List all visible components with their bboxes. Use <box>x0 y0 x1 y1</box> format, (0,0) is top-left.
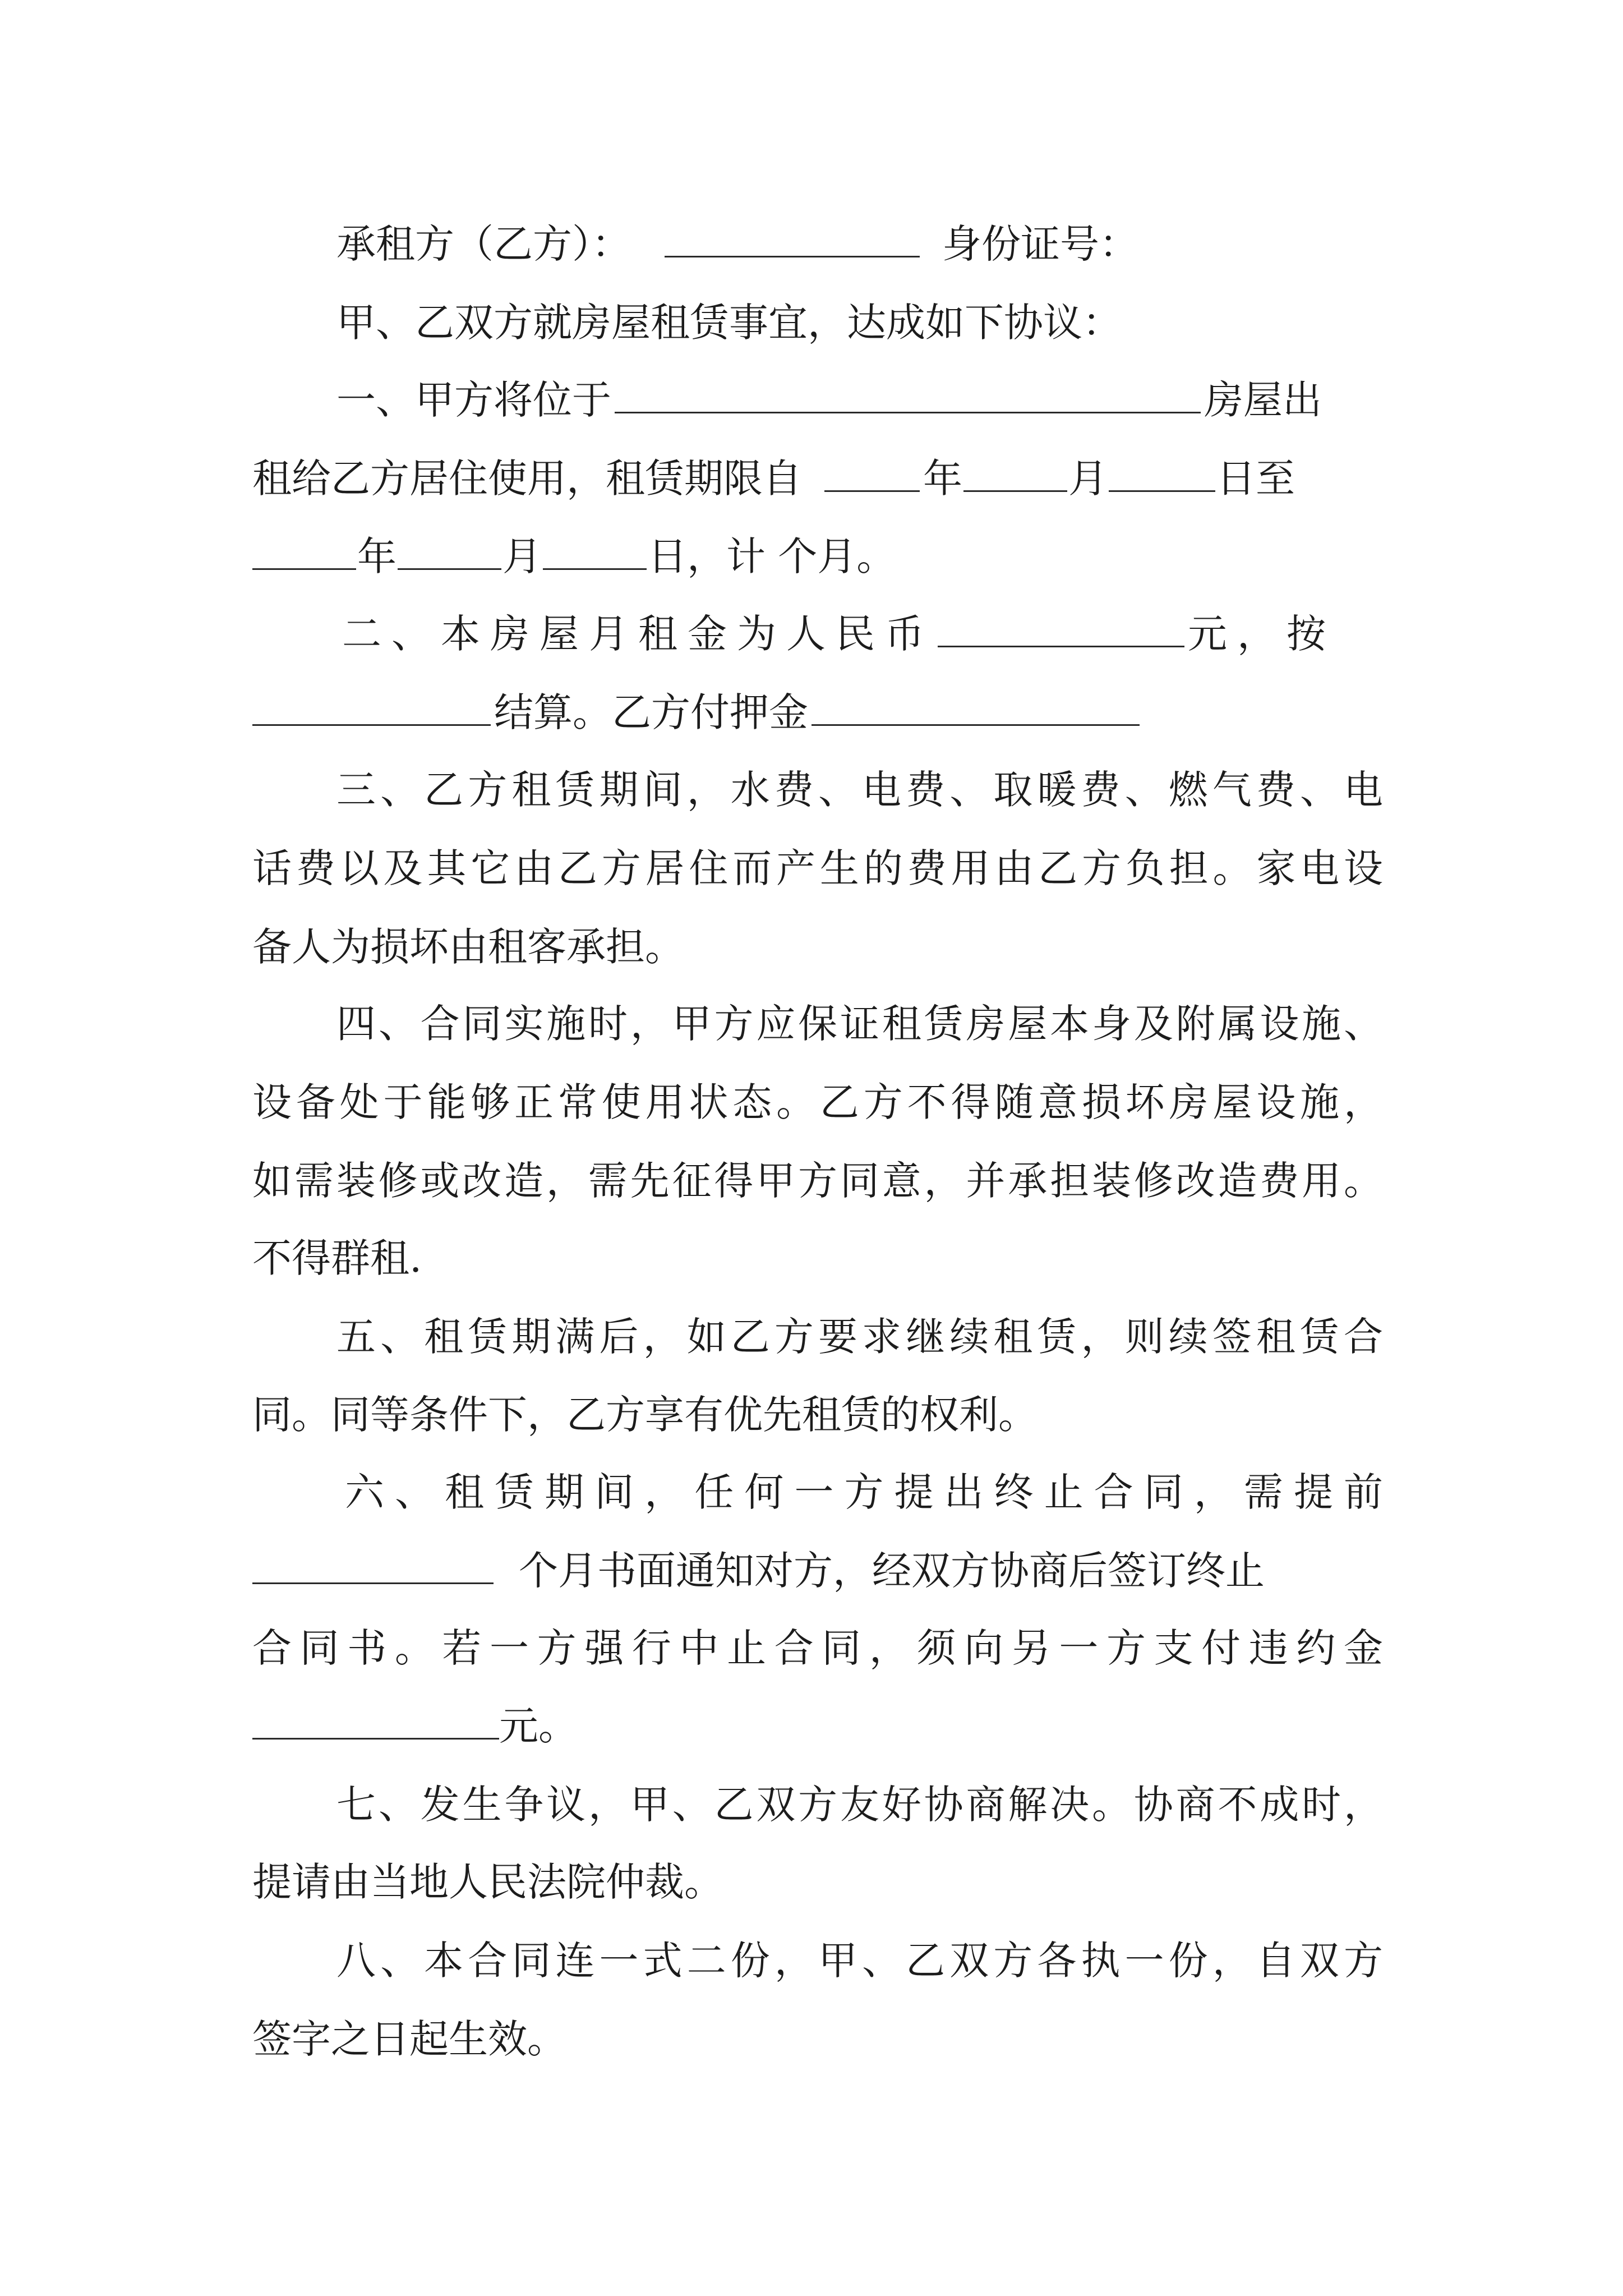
deposit-field[interactable] <box>811 693 1140 726</box>
party-b-name-field[interactable] <box>665 224 920 257</box>
clause-3-line-2: 话费以及其它由乙方居住而产生的费用由乙方负担。家电设 <box>252 845 1383 891</box>
clause-7-line-1: 七、发生争议，甲、乙双方友好协商解决。协商不成时， <box>336 1782 1383 1828</box>
clause-2-line-1: 二、本房屋月租金为人民币 元，按 <box>342 611 1336 657</box>
agreement-intro: 甲、乙双方就房屋租赁事宜，达成如下协议： <box>336 300 1122 346</box>
party-b-line <box>336 205 1402 283</box>
clause-6-line-1: 六、租赁期间，任何一方提出终止合同，需提前 <box>345 1469 1383 1515</box>
id-number-label: 身份证号： <box>942 221 1138 267</box>
clause-5-line-2: 同。同等条件下，乙方享有优先租赁的权利。 <box>252 1392 1038 1438</box>
clause-6-line-3: 合同书。若一方强行中止合同，须向另一方支付违约金 <box>252 1625 1383 1671</box>
clause-8-line-1: 八、本合同连一式二份，甲、乙双方各执一份，自双方 <box>336 1938 1383 1984</box>
end-day-field[interactable] <box>543 537 647 570</box>
monthly-rent-field[interactable] <box>938 614 1184 647</box>
start-year-field[interactable] <box>824 459 920 492</box>
clause-1-line-3: 年 月 日，计 个月。 <box>252 517 1383 596</box>
clause-2-line-2: 结算。乙方付押金 <box>252 673 1383 752</box>
party-b-label: 承租方（乙方）： <box>336 221 631 267</box>
clause-1-line-2: 租给乙方居住使用，租赁期限自 年 月 日至 <box>252 455 1295 501</box>
clause-4-line-2: 设备处于能够正常使用状态。乙方不得随意损坏房屋设施， <box>252 1079 1383 1125</box>
clause-6-line-2: 个月书面通知对方，经双方协商后签订终止 <box>252 1531 1383 1610</box>
clause-4-line-4: 不得群租. <box>252 1235 422 1281</box>
clause-1-line-1: 一、甲方将位于 房屋出 <box>336 377 1322 423</box>
clause-4-line-1: 四、合同实施时，甲方应保证租赁房屋本身及附属设施、 <box>336 1001 1383 1047</box>
penalty-amount-field[interactable] <box>252 1706 499 1740</box>
property-address-field[interactable] <box>615 380 1201 413</box>
clause-7-line-2: 提请由当地人民法院仲裁。 <box>252 1859 723 1905</box>
clause-4-line-3: 如需装修或改造，需先征得甲方同意，并承担装修改造费用。 <box>252 1158 1383 1204</box>
clause-3-line-1: 三、乙方租赁期间，水费、电费、取暖费、燃气费、电 <box>336 767 1383 813</box>
start-day-field[interactable] <box>1109 459 1215 492</box>
payment-cycle-field[interactable] <box>252 693 491 726</box>
end-month-field[interactable] <box>398 537 501 570</box>
clause-8-line-2: 签字之日起生效。 <box>252 2016 566 2062</box>
start-month-field[interactable] <box>963 459 1067 492</box>
notice-months-field[interactable] <box>252 1551 494 1584</box>
clause-5-line-1: 五、租赁期满后，如乙方要求继续租赁，则续签租赁合 <box>336 1314 1383 1360</box>
clause-6-line-4: 元。 <box>252 1687 1383 1765</box>
end-year-field[interactable] <box>252 537 356 570</box>
clause-3-line-3: 备人为损坏由租客承担。 <box>252 924 684 970</box>
